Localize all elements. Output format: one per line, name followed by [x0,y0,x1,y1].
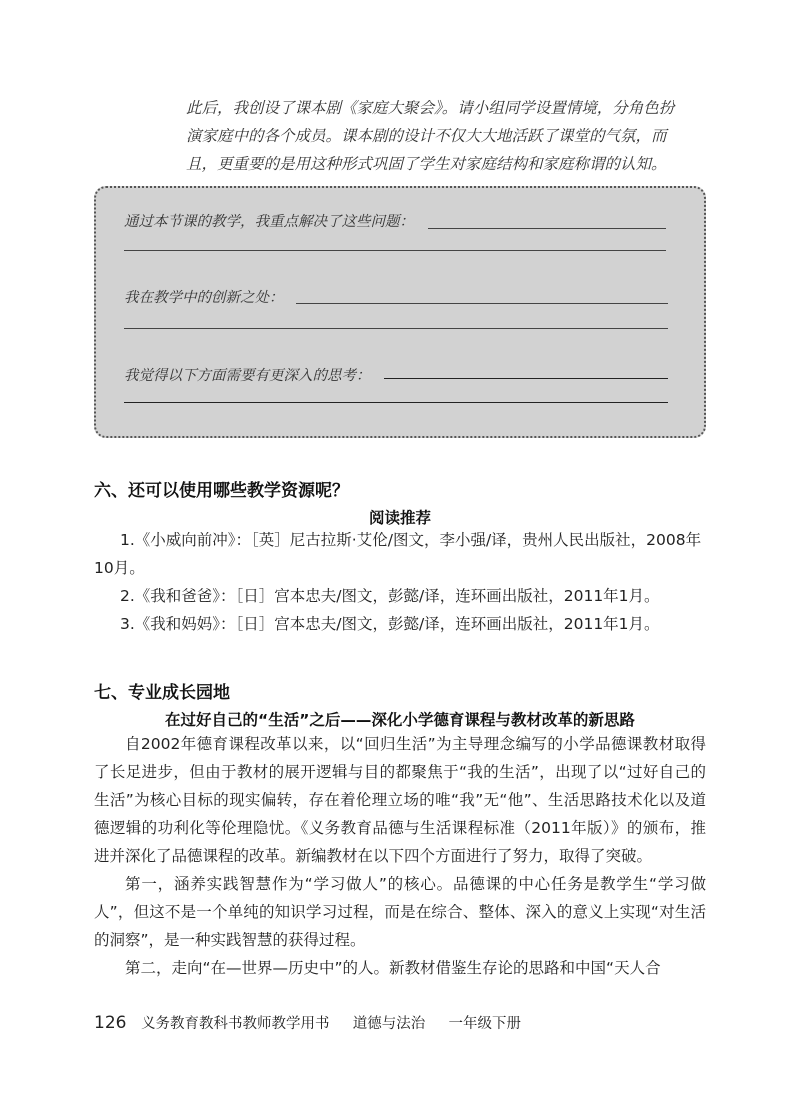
intro-paragraph-block [186,94,684,178]
page-footer [94,1012,521,1033]
question-2-label: 我在教学中的创新之处： [124,290,284,306]
reflection-box [94,186,706,438]
subject-name: 道德与法治 [352,1016,426,1032]
reading-recommendation-title: 阅读推荐 [368,509,431,527]
article-paragraph-1: 自2002年德育课程改革以来，以“回归生活”为主导理念编写的小学品德课教材取得了长足进步，但由于教材的展开逻辑与目的都聚焦于“我的生活”，出现了以“过好自己的生活”为核心目标的现实偏转，存在着伦理立场的唯“我”无“他”、生活思路技术化以及道德逻辑的功利化等伦理隐忧。《义务教育品德与生活课程标准（2011年版）》的颁布，推进并深化了品德课程的改革。新编教材在以下四个方面进行了努力，取得了突破。 [94,735,706,865]
reflection-question-1 [124,210,414,231]
reflection-question-2 [124,286,284,307]
answer-line-2b[interactable] [124,328,668,329]
reading-item-1: 1.《小威向前冲》：［英］尼古拉斯·艾伦/图文，李小强/译，贵州人民出版社，2008年10月。 [94,531,702,577]
section-6-heading: 六、还可以使用哪些教学资源呢？ [94,481,349,501]
answer-line-1b[interactable] [124,250,666,251]
article-paragraph-2: 第一，涵养实践智慧作为“学习做人”的核心。品德课的中心任务是教学生“学习做人”，但这不是一个单纯的知识学习过程，而是在综合、整体、深入的意义上实现“对生活的洞察”，是一种实践智慧的获得过程。 [94,875,706,949]
answer-line-2a[interactable] [296,303,668,304]
question-3-label: 我觉得以下方面需要有更深入的思考： [124,368,371,384]
page-number: 126 [94,1013,127,1033]
article-paragraph-3: 第二，走向“在—世界—历史中”的人。新教材借鉴生存论的思路和中国“天人合 [125,959,661,977]
article-title: 在过好自己的“生活”之后——深化小学德育课程与教材改革的新思路 [165,711,635,729]
question-1-label: 通过本节课的教学，我重点解决了这些问题： [124,214,414,230]
reading-list [94,526,706,638]
reading-item-3: 3.《我和妈妈》：［日］宫本忠夫/图文，彭懿/译，连环画出版社，2011年1月。 [120,615,660,633]
grade-label: 一年级下册 [448,1016,521,1032]
answer-line-3b[interactable] [124,402,668,403]
reflection-question-3 [124,364,371,385]
section-7-heading: 七、专业成长园地 [94,683,230,703]
answer-line-3a[interactable] [384,378,668,379]
book-title: 义务教育教科书教师教学用书 [141,1016,330,1032]
answer-line-1a[interactable] [428,228,666,229]
intro-paragraph: 此后，我创设了课本剧《家庭大聚会》。请小组同学设置情境，分角色扮演家庭中的各个成员。课本剧的设计不仅大大地活跃了课堂的气氛，而且，更重要的是用这种形式巩固了学生对家庭结构和家庭称谓的认知。 [186,99,675,173]
article-body [94,730,706,982]
reading-item-2: 2.《我和爸爸》：［日］宫本忠夫/图文，彭懿/译，连环画出版社，2011年1月。 [120,587,660,605]
